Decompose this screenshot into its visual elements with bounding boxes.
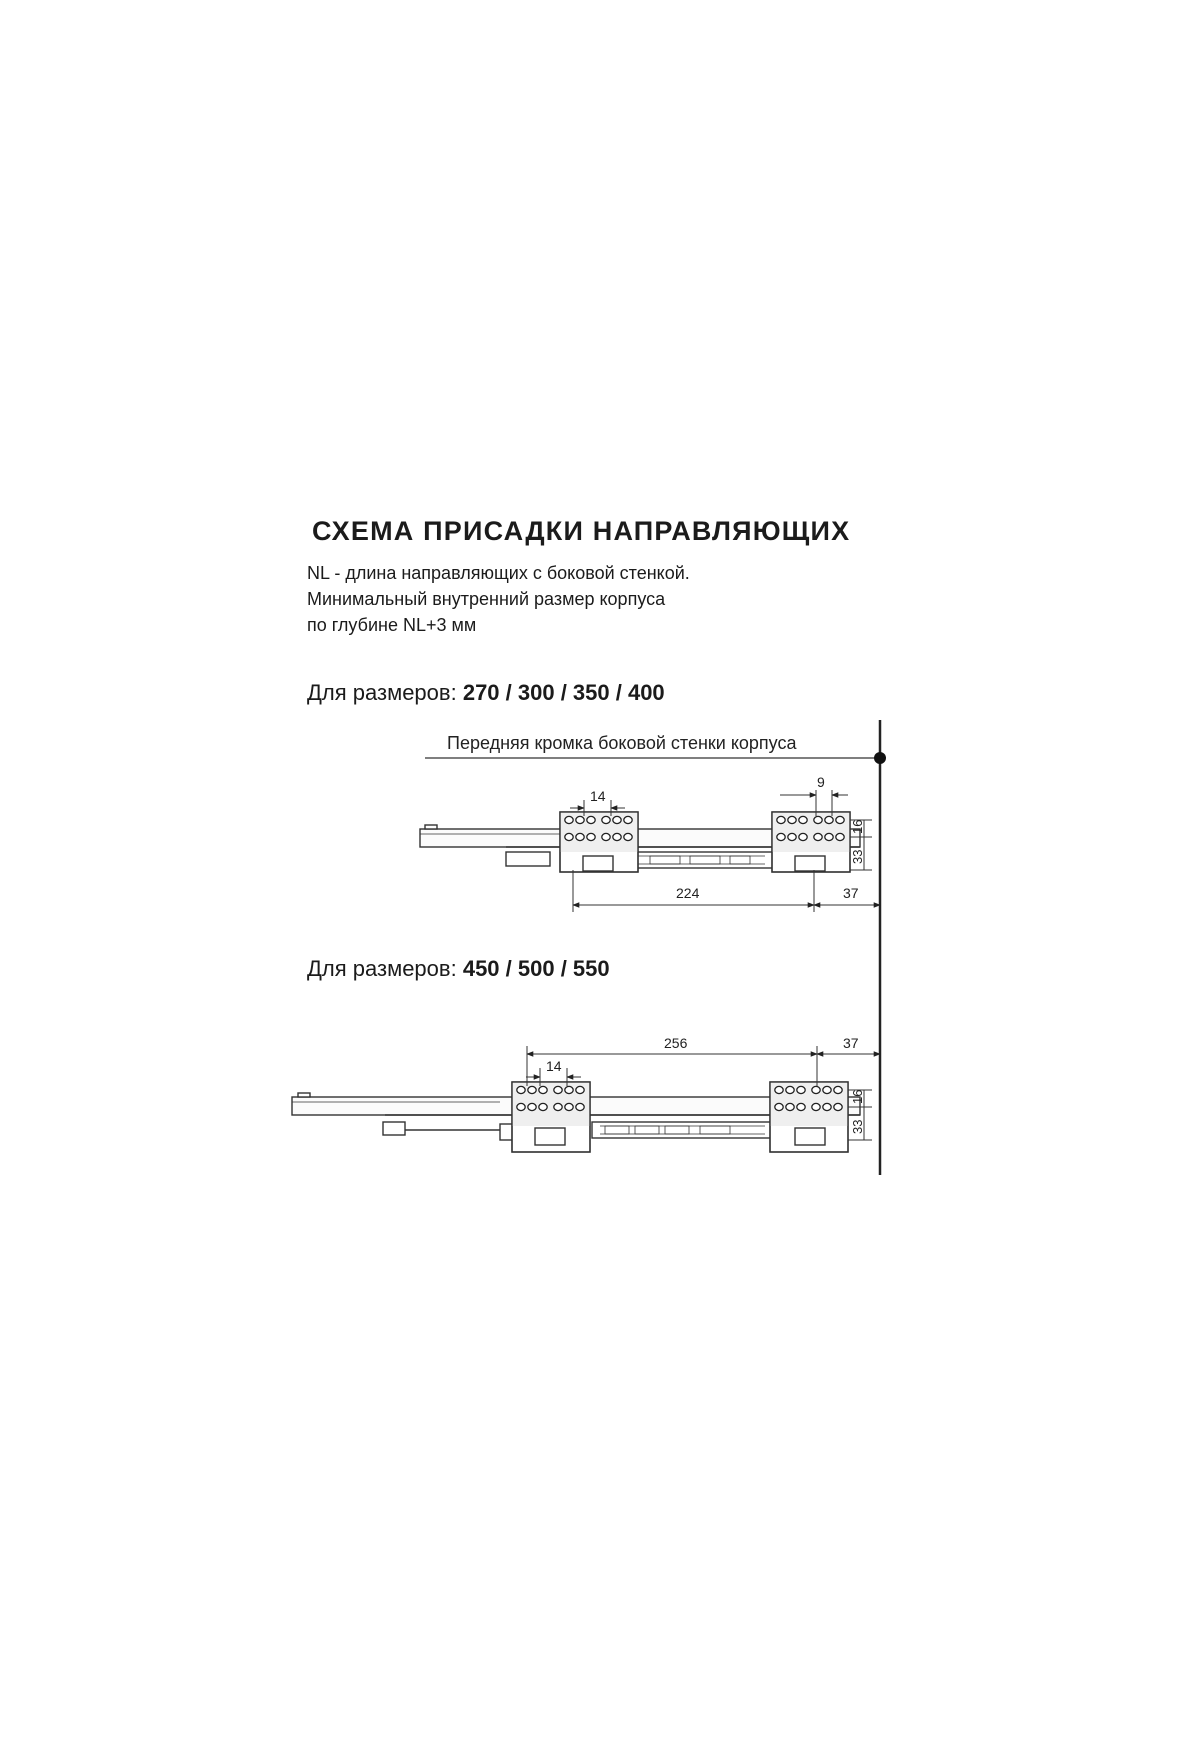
mounting-hole bbox=[825, 816, 833, 823]
mounting-hole bbox=[565, 1103, 573, 1110]
dim-label: 16 bbox=[850, 819, 865, 834]
mounting-hole bbox=[528, 1103, 536, 1110]
mounting-hole bbox=[554, 1103, 562, 1110]
mounting-hole bbox=[799, 833, 807, 840]
dim-label: 33 bbox=[850, 1119, 865, 1134]
mounting-hole bbox=[823, 1086, 831, 1093]
mounting-hole bbox=[812, 1103, 820, 1110]
mounting-hole bbox=[539, 1086, 547, 1093]
mounting-hole bbox=[834, 1086, 842, 1093]
mounting-hole bbox=[613, 833, 621, 840]
mounting-hole bbox=[565, 816, 573, 823]
mounting-hole bbox=[836, 833, 844, 840]
mounting-hole bbox=[797, 1086, 805, 1093]
mounting-hole bbox=[613, 816, 621, 823]
mounting-hole bbox=[587, 833, 595, 840]
dim-label: 33 bbox=[850, 849, 865, 864]
dim-label: 16 bbox=[850, 1089, 865, 1104]
front-edge-label: Передняя кромка боковой стенки корпуса bbox=[447, 733, 797, 753]
dim-label: 256 bbox=[664, 1035, 688, 1051]
sizes-values: 450 / 500 / 550 bbox=[462, 956, 610, 981]
mounting-hole bbox=[576, 833, 584, 840]
dim-label: 14 bbox=[546, 1058, 562, 1074]
sizes-label: Для размеров: bbox=[307, 956, 457, 981]
mounting-hole bbox=[814, 833, 822, 840]
mounting-hole bbox=[777, 816, 785, 823]
runner-assembly-2 bbox=[292, 1082, 860, 1152]
mounting-hole bbox=[576, 816, 584, 823]
mounting-hole bbox=[825, 833, 833, 840]
mounting-hole bbox=[554, 1086, 562, 1093]
front-edge-dot bbox=[874, 752, 886, 764]
mounting-hole bbox=[517, 1103, 525, 1110]
mounting-hole bbox=[777, 833, 785, 840]
mounting-hole bbox=[814, 816, 822, 823]
mounting-hole bbox=[624, 833, 632, 840]
mounting-hole bbox=[517, 1086, 525, 1093]
dim-label: 9 bbox=[817, 774, 825, 790]
description-line: NL - длина направляющих с боковой стенкой. bbox=[307, 563, 690, 583]
mounting-hole bbox=[528, 1086, 536, 1093]
dim-256-37 bbox=[527, 1046, 880, 1086]
mounting-hole bbox=[565, 1086, 573, 1093]
mounting-hole bbox=[539, 1103, 547, 1110]
mounting-hole bbox=[786, 1086, 794, 1093]
mounting-hole bbox=[788, 816, 796, 823]
mounting-hole bbox=[602, 816, 610, 823]
dim-label: 224 bbox=[676, 885, 700, 901]
description-line: по глубине NL+3 мм bbox=[307, 615, 477, 635]
mounting-hole bbox=[602, 833, 610, 840]
mounting-hole bbox=[576, 1086, 584, 1093]
dim-224-37 bbox=[573, 870, 880, 912]
dim-label: 37 bbox=[843, 885, 859, 901]
mechanism-housing bbox=[625, 852, 775, 868]
mounting-hole bbox=[797, 1103, 805, 1110]
mounting-hole bbox=[565, 833, 573, 840]
mounting-hole bbox=[823, 1103, 831, 1110]
sizes-label: Для размеров: bbox=[307, 680, 457, 705]
mounting-hole bbox=[788, 833, 796, 840]
mounting-hole bbox=[812, 1086, 820, 1093]
dim-label: 37 bbox=[843, 1035, 859, 1051]
mounting-hole bbox=[836, 816, 844, 823]
description-line: Минимальный внутренний размер корпуса bbox=[307, 589, 666, 609]
mounting-hole bbox=[775, 1086, 783, 1093]
mounting-hole bbox=[775, 1103, 783, 1110]
mounting-hole bbox=[624, 816, 632, 823]
mechanism-housing bbox=[592, 1122, 772, 1138]
mounting-hole bbox=[576, 1103, 584, 1110]
mounting-hole bbox=[834, 1103, 842, 1110]
mounting-hole bbox=[786, 1103, 794, 1110]
sizes-values: 270 / 300 / 350 / 400 bbox=[462, 680, 665, 705]
mounting-hole bbox=[587, 816, 595, 823]
mounting-hole bbox=[799, 816, 807, 823]
dim-label: 14 bbox=[590, 788, 606, 804]
page-title: СХЕМА ПРИСАДКИ НАПРАВЛЯЮЩИХ bbox=[312, 516, 851, 546]
